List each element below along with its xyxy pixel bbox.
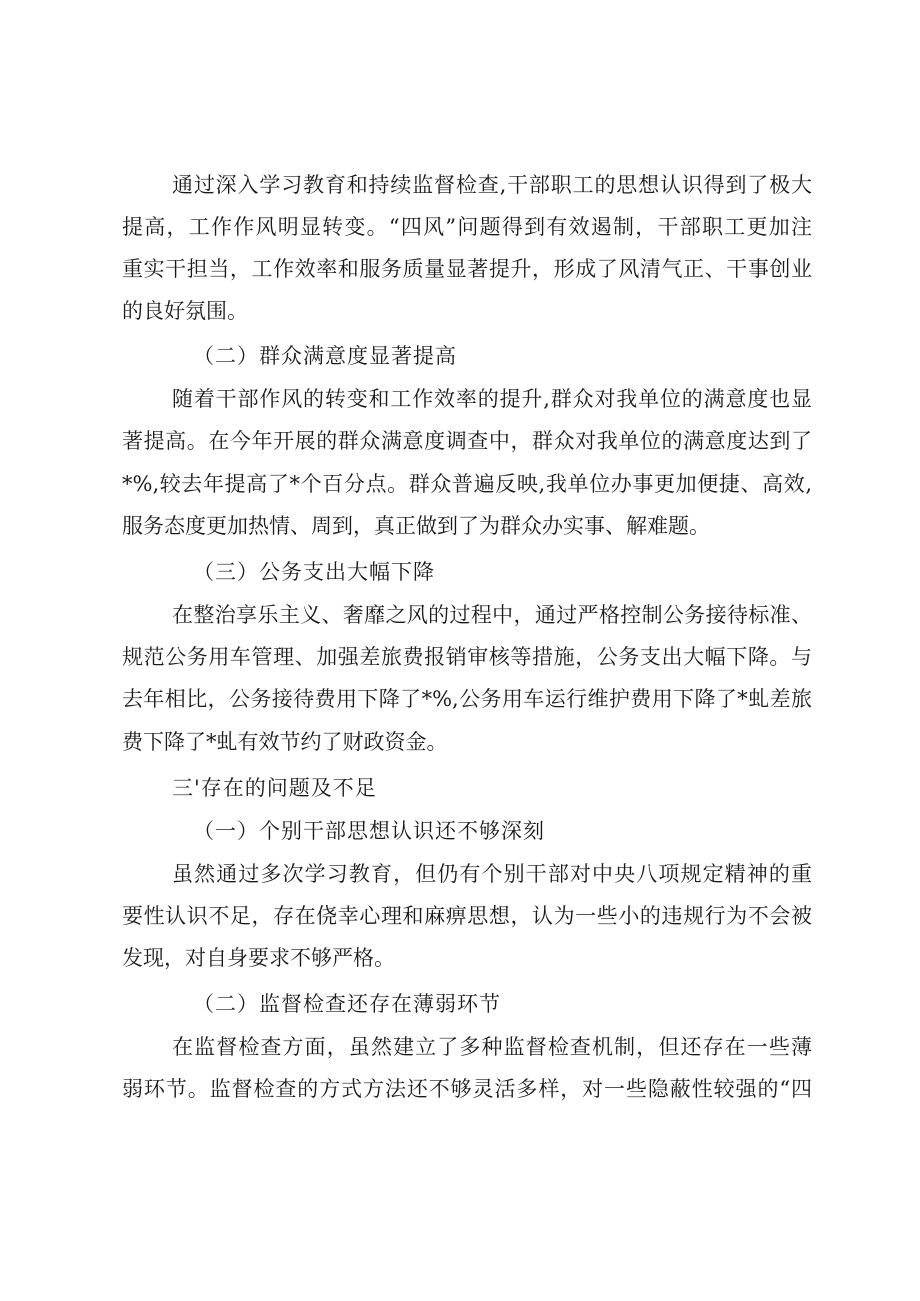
- paragraph-line: 重实干担当，工作效率和服务质量显著提升，形成了风清气正、干事创业: [122, 257, 812, 281]
- section-heading: （一）个别干部思想认识还不够深刻: [193, 819, 545, 843]
- section-heading: （三）公务支出大幅下降: [193, 560, 435, 584]
- paragraph-line: 要性认识不足，存在侥幸心理和麻痹思想，认为一些小的违规行为不会被: [122, 904, 812, 928]
- paragraph-line: 在整治享乐主义、奢靡之风的过程中，通过严格控制公务接待标准、: [172, 603, 812, 627]
- section-heading: （二）群众满意度显著提高: [193, 344, 457, 368]
- paragraph-line: 通过深入学习教育和持续监督检查,干部职工的思想认识得到了极大: [172, 173, 812, 197]
- paragraph-line: 提高，工作作风明显转变。“四风”问题得到有效遏制，干部职工更加注: [122, 215, 812, 239]
- paragraph-line: 服务态度更加热情、周到，真正做到了为群众办实事、解难题。: [122, 514, 710, 538]
- paragraph-line: 费下降了*虬有效节约了财政资金。: [122, 730, 448, 754]
- chapter-heading: 三'存在的问题及不足: [172, 776, 377, 800]
- paragraph-line: *%,较去年提高了*个百分点。群众普遍反映,我单位办事更加便捷、高效,: [122, 472, 812, 496]
- paragraph-line: 著提高。在今年开展的群众满意度调查中，群众对我单位的满意度达到了: [122, 429, 812, 453]
- paragraph-line: 规范公务用车管理、加强差旅费报销审核等措施，公务支出大幅下降。与: [122, 645, 812, 669]
- paragraph-line: 随着干部作风的转变和工作效率的提升,群众对我单位的满意度也显: [172, 387, 812, 411]
- paragraph-line: 发现，对自身要求不够严格。: [122, 946, 395, 970]
- paragraph-line: 虽然通过多次学习教育，但仍有个别干部对中央八项规定精神的重: [172, 862, 812, 886]
- paragraph-line: 在监督检查方面，虽然建立了多种监督检查机制，但还存在一些薄: [172, 1035, 812, 1059]
- paragraph-line: 去年相比，公务接待费用下降了*%,公务用车运行维护费用下降了*虬差旅: [122, 687, 812, 711]
- paragraph-line: 的良好氛围。: [122, 299, 248, 323]
- section-heading: （二）监督检查还存在薄弱环节: [193, 992, 501, 1016]
- paragraph-line: 弱环节。监督检查的方式方法还不够灵活多样，对一些隐蔽性较强的“四: [122, 1077, 812, 1101]
